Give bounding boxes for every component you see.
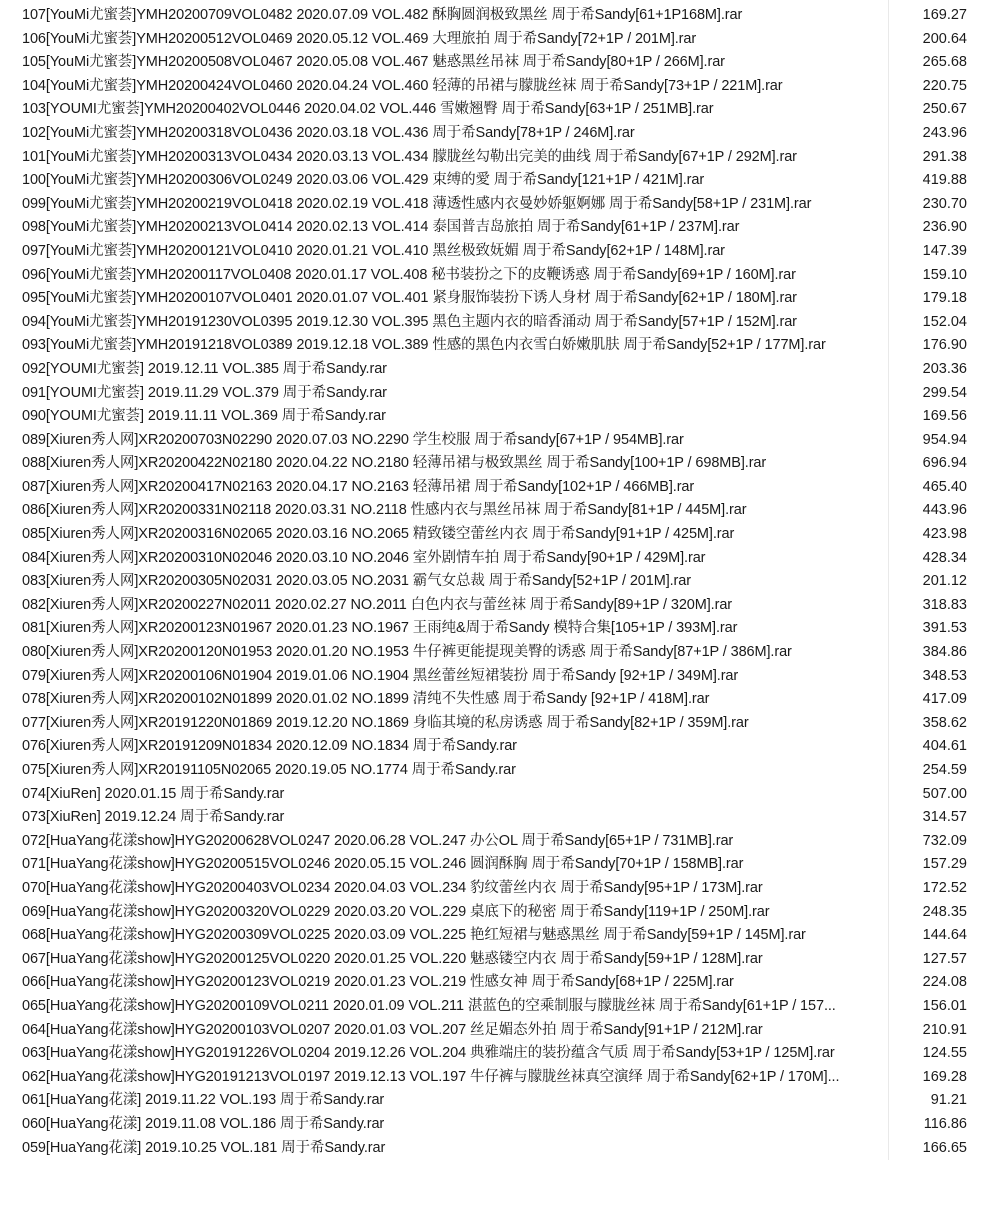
file-name: 077[Xiuren秀人网]XR20191220N01869 2019.12.20 NO.1869 身临其境的私房诱惑 周于希Sandy[82+1P / 359M].rar	[22, 714, 749, 731]
file-name: 079[Xiuren秀人网]XR20200106N01904 2019.01.06 NO.1904 黑丝蕾丝短裙装扮 周于希Sandy [92+1P / 349M].rar	[22, 667, 739, 684]
table-row[interactable]	[0, 688, 999, 712]
file-size: 156.01	[922, 997, 967, 1014]
file-name: 089[Xiuren秀人网]XR20200703N02290 2020.07.03 NO.2290 学生校服 周于希sandy[67+1P / 954MB].rar	[22, 431, 684, 448]
file-size: 507.00	[922, 785, 967, 802]
file-name: 101[YouMi尤蜜荟]YMH20200313VOL0434 2020.03.13 VOL.434 朦胧丝勾勒出完美的曲线 周于希Sandy[67+1P / 292M].rar	[22, 148, 797, 165]
file-size: 220.75	[922, 77, 967, 94]
file-size: 954.94	[922, 431, 967, 448]
file-size: 176.90	[922, 337, 967, 354]
file-size: 166.65	[922, 1139, 967, 1156]
file-name: 062[HuaYang花漾show]HYG20191213VOL0197 2019.12.13 VOL.197 牛仔裤与朦胧丝袜真空演绎 周于希Sandy[62+1P / 170M]...	[22, 1068, 840, 1085]
file-name: 087[Xiuren秀人网]XR20200417N02163 2020.04.17 NO.2163 轻薄吊裙 周于希Sandy[102+1P / 466MB].rar	[22, 478, 695, 495]
table-row[interactable]	[0, 4, 999, 28]
file-name: 107[YouMi尤蜜荟]YMH20200709VOL0482 2020.07.09 VOL.482 酥胸圆润极致黑丝 周于希Sandy[61+1P168M].rar	[22, 7, 743, 23]
file-name: 081[Xiuren秀人网]XR20200123N01967 2020.01.23 NO.1967 王雨纯&周于希Sandy 模特合集[105+1P / 393M].rar	[22, 620, 738, 637]
file-name: 096[YouMi尤蜜荟]YMH20200117VOL0408 2020.01.17 VOL.408 秘书装扮之下的皮鞭诱惑 周于希Sandy[69+1P / 160M].rar	[22, 266, 796, 283]
file-size: 152.04	[922, 313, 967, 330]
file-size: 696.94	[922, 455, 967, 472]
file-size: 91.21	[930, 1092, 967, 1109]
table-row[interactable]	[0, 122, 999, 146]
file-size: 423.98	[922, 526, 967, 543]
table-row[interactable]	[0, 523, 999, 547]
file-size: 200.64	[922, 30, 967, 47]
table-row[interactable]	[0, 924, 999, 948]
table-row[interactable]	[0, 1113, 999, 1137]
table-row[interactable]	[0, 287, 999, 311]
file-name: 091[YOUMI尤蜜荟] 2019.11.29 VOL.379 周于希Sandy.rar	[22, 384, 387, 401]
file-name: 103[YOUMI尤蜜荟]YMH20200402VOL0446 2020.04.02 VOL.446 雪嫩翘臀 周于希Sandy[63+1P / 251MB].rar	[22, 101, 714, 118]
table-row[interactable]	[0, 452, 999, 476]
file-size: 243.96	[922, 124, 967, 141]
table-row[interactable]	[0, 712, 999, 736]
file-name: 092[YOUMI尤蜜荟] 2019.12.11 VOL.385 周于希Sandy.rar	[22, 360, 387, 377]
file-name: 061[HuaYang花漾] 2019.11.22 VOL.193 周于希Sandy.rar	[22, 1092, 385, 1109]
file-size: 236.90	[922, 219, 967, 236]
file-name: 097[YouMi尤蜜荟]YMH20200121VOL0410 2020.01.21 VOL.410 黑丝极致妩媚 周于希Sandy[62+1P / 148M].rar	[22, 242, 725, 259]
file-size: 116.86	[923, 1115, 967, 1132]
table-row[interactable]	[0, 405, 999, 429]
file-size: 224.08	[922, 974, 967, 991]
file-name: 059[HuaYang花漾] 2019.10.25 VOL.181 周于希Sandy.rar	[22, 1139, 386, 1156]
file-size: 465.40	[922, 478, 967, 495]
file-size: 291.38	[922, 148, 967, 165]
file-size: 404.61	[922, 738, 967, 755]
file-name: 093[YouMi尤蜜荟]YMH20191218VOL0389 2019.12.18 VOL.389 性感的黑色内衣雪白娇嫩肌肤 周于希Sandy[52+1P / 177M].rar	[22, 337, 826, 354]
table-row[interactable]	[0, 169, 999, 193]
file-name: 065[HuaYang花漾show]HYG20200109VOL0211 2020.01.09 VOL.211 湛蓝色的空乘制服与朦胧丝袜 周于希Sandy[61+1P / 157...	[22, 997, 836, 1014]
table-row[interactable]	[0, 948, 999, 972]
file-size: 443.96	[922, 502, 967, 519]
file-name: 090[YOUMI尤蜜荟] 2019.11.11 VOL.369 周于希Sandy.rar	[22, 408, 386, 425]
table-row[interactable]	[0, 901, 999, 925]
file-name: 102[YouMi尤蜜荟]YMH20200318VOL0436 2020.03.18 VOL.436 周于希Sandy[78+1P / 246M].rar	[22, 124, 635, 141]
table-row[interactable]	[0, 146, 999, 170]
file-size: 732.09	[922, 832, 967, 849]
file-name: 060[HuaYang花漾] 2019.11.08 VOL.186 周于希Sandy.rar	[22, 1115, 385, 1132]
table-row[interactable]	[0, 1019, 999, 1043]
file-name: 064[HuaYang花漾show]HYG20200103VOL0207 2020.01.03 VOL.207 丝足媚态外拍 周于希Sandy[91+1P / 212M].rar	[22, 1021, 763, 1038]
file-size: 384.86	[922, 644, 967, 661]
table-row[interactable]	[0, 570, 999, 594]
file-name: 073[XiuRen] 2019.12.24 周于希Sandy.rar	[22, 809, 285, 826]
table-row[interactable]	[0, 499, 999, 523]
table-row[interactable]	[0, 1066, 999, 1090]
file-name: 063[HuaYang花漾show]HYG20191226VOL0204 2019.12.26 VOL.204 典雅端庄的装扮蕴含气质 周于希Sandy[53+1P / 125M].rar	[22, 1045, 835, 1062]
file-size: 250.67	[922, 101, 967, 118]
file-name: 070[HuaYang花漾show]HYG20200403VOL0234 2020.04.03 VOL.234 豹纹蕾丝内衣 周于希Sandy[95+1P / 173M].rar	[22, 879, 763, 896]
file-size: 169.27	[922, 7, 967, 23]
file-size: 127.57	[922, 950, 967, 967]
file-size: 147.39	[922, 242, 967, 259]
file-name: 088[Xiuren秀人网]XR20200422N02180 2020.04.22 NO.2180 轻薄吊裙与极致黑丝 周于希Sandy[100+1P / 698MB].rar	[22, 455, 767, 472]
file-size: 230.70	[922, 195, 967, 212]
file-name: 106[YouMi尤蜜荟]YMH20200512VOL0469 2020.05.12 VOL.469 大理旅拍 周于希Sandy[72+1P / 201M].rar	[22, 30, 697, 47]
table-row[interactable]	[0, 735, 999, 759]
file-size: 157.29	[922, 856, 967, 873]
table-row[interactable]	[0, 547, 999, 571]
file-name: 068[HuaYang花漾show]HYG20200309VOL0225 2020.03.09 VOL.225 艳红短裙与魅惑黑丝 周于希Sandy[59+1P / 145M].rar	[22, 927, 806, 944]
table-row[interactable]	[0, 51, 999, 75]
table-row[interactable]	[0, 358, 999, 382]
file-name: 084[Xiuren秀人网]XR20200310N02046 2020.03.10 NO.2046 室外剧情车拍 周于希Sandy[90+1P / 429M].rar	[22, 549, 706, 566]
table-row[interactable]	[0, 240, 999, 264]
table-row[interactable]	[0, 665, 999, 689]
table-row[interactable]	[0, 853, 999, 877]
table-row[interactable]	[0, 429, 999, 453]
table-row[interactable]	[0, 783, 999, 807]
file-size: 417.09	[922, 691, 967, 708]
file-size: 201.12	[922, 573, 967, 590]
file-size: 203.36	[922, 360, 967, 377]
file-size: 172.52	[922, 879, 967, 896]
file-name: 074[XiuRen] 2020.01.15 周于希Sandy.rar	[22, 785, 285, 802]
file-name: 071[HuaYang花漾show]HYG20200515VOL0246 2020.05.15 VOL.246 圆润酥胸 周于希Sandy[70+1P / 158MB].rar	[22, 856, 744, 873]
file-size: 265.68	[922, 54, 967, 71]
table-row[interactable]	[0, 759, 999, 783]
file-name: 095[YouMi尤蜜荟]YMH20200107VOL0401 2020.01.07 VOL.401 紧身服饰装扮下诱人身材 周于希Sandy[62+1P / 180M].rar	[22, 290, 797, 307]
table-row[interactable]	[0, 1042, 999, 1066]
table-row[interactable]	[0, 98, 999, 122]
table-row[interactable]	[0, 1089, 999, 1113]
column-separator	[888, 0, 889, 1160]
file-name: 078[Xiuren秀人网]XR20200102N01899 2020.01.02 NO.1899 清纯不失性感 周于希Sandy [92+1P / 418M].rar	[22, 691, 710, 708]
file-size: 299.54	[922, 384, 967, 401]
file-size: 428.34	[922, 549, 967, 566]
table-row[interactable]	[0, 1137, 999, 1161]
file-name: 098[YouMi尤蜜荟]YMH20200213VOL0414 2020.02.13 VOL.414 泰国普吉岛旅拍 周于希Sandy[61+1P / 237M].rar	[22, 219, 740, 236]
file-name: 072[HuaYang花漾show]HYG20200628VOL0247 2020.06.28 VOL.247 办公OL 周于希Sandy[65+1P / 731MB].rar	[22, 832, 734, 849]
file-name: 085[Xiuren秀人网]XR20200316N02065 2020.03.16 NO.2065 精致镂空蕾丝内衣 周于希Sandy[91+1P / 425M].rar	[22, 526, 735, 543]
table-row[interactable]	[0, 216, 999, 240]
table-row[interactable]	[0, 28, 999, 52]
table-row[interactable]	[0, 995, 999, 1019]
file-size: 248.35	[922, 903, 967, 920]
file-size: 314.57	[922, 809, 967, 826]
file-name: 094[YouMi尤蜜荟]YMH20191230VOL0395 2019.12.30 VOL.395 黑色主题内衣的暗香涌动 周于希Sandy[57+1P / 152M].rar	[22, 313, 797, 330]
file-size: 169.56	[922, 408, 967, 425]
table-row[interactable]	[0, 476, 999, 500]
file-size: 318.83	[922, 596, 967, 613]
table-row[interactable]	[0, 75, 999, 99]
table-row[interactable]	[0, 264, 999, 288]
file-name: 086[Xiuren秀人网]XR20200331N02118 2020.03.31 NO.2118 性感内衣与黑丝吊袜 周于希Sandy[81+1P / 445M].rar	[22, 502, 747, 519]
table-row[interactable]	[0, 311, 999, 335]
file-size: 169.28	[922, 1068, 967, 1085]
file-name: 067[HuaYang花漾show]HYG20200125VOL0220 2020.01.25 VOL.220 魅惑镂空内衣 周于希Sandy[59+1P / 128M].rar	[22, 950, 763, 967]
table-row[interactable]	[0, 334, 999, 358]
file-name: 082[Xiuren秀人网]XR20200227N02011 2020.02.27 NO.2011 白色内衣与蕾丝袜 周于希Sandy[89+1P / 320M].rar	[22, 596, 733, 613]
table-row[interactable]	[0, 193, 999, 217]
file-size: 358.62	[922, 714, 967, 731]
file-name: 075[Xiuren秀人网]XR20191105N02065 2020.19.05 NO.1774 周于希Sandy.rar	[22, 762, 516, 778]
table-row[interactable]	[0, 594, 999, 618]
file-size: 254.59	[922, 762, 967, 778]
file-name: 080[Xiuren秀人网]XR20200120N01953 2020.01.20 NO.1953 牛仔裤更能提现美臀的诱惑 周于希Sandy[87+1P / 386M].rar	[22, 644, 792, 661]
table-row[interactable]	[0, 382, 999, 406]
file-size: 159.10	[922, 266, 967, 283]
file-size: 419.88	[922, 172, 967, 189]
file-size: 210.91	[922, 1021, 967, 1038]
table-row[interactable]	[0, 971, 999, 995]
table-row[interactable]	[0, 617, 999, 641]
file-size: 179.18	[922, 290, 967, 307]
file-name: 066[HuaYang花漾show]HYG20200123VOL0219 2020.01.23 VOL.219 性感女神 周于希Sandy[68+1P / 225M].rar	[22, 974, 734, 991]
table-row[interactable]	[0, 806, 999, 830]
file-size: 144.64	[922, 927, 967, 944]
file-size: 348.53	[922, 667, 967, 684]
table-row[interactable]	[0, 877, 999, 901]
table-row[interactable]	[0, 641, 999, 665]
file-size: 124.55	[922, 1045, 967, 1062]
file-name: 105[YouMi尤蜜荟]YMH20200508VOL0467 2020.05.08 VOL.467 魅惑黑丝吊袜 周于希Sandy[80+1P / 266M].rar	[22, 54, 725, 71]
file-name: 076[Xiuren秀人网]XR20191209N01834 2020.12.09 NO.1834 周于希Sandy.rar	[22, 738, 517, 755]
file-name: 083[Xiuren秀人网]XR20200305N02031 2020.03.05 NO.2031 霸气女总裁 周于希Sandy[52+1P / 201M].rar	[22, 573, 691, 590]
table-row[interactable]	[0, 830, 999, 854]
file-name: 100[YouMi尤蜜荟]YMH20200306VOL0249 2020.03.06 VOL.429 束缚的愛 周于希Sandy[121+1P / 421M].rar	[22, 172, 705, 189]
file-name: 104[YouMi尤蜜荟]YMH20200424VOL0460 2020.04.24 VOL.460 轻薄的吊裙与朦胧丝袜 周于希Sandy[73+1P / 221M].rar	[22, 77, 783, 94]
file-name: 099[YouMi尤蜜荟]YMH20200219VOL0418 2020.02.19 VOL.418 薄透性感内衣曼妙娇躯婀娜 周于希Sandy[58+1P / 231M].rar	[22, 195, 812, 212]
file-name: 069[HuaYang花漾show]HYG20200320VOL0229 2020.03.20 VOL.229 桌底下的秘密 周于希Sandy[119+1P / 250M].rar	[22, 903, 770, 920]
file-size: 391.53	[922, 620, 967, 637]
